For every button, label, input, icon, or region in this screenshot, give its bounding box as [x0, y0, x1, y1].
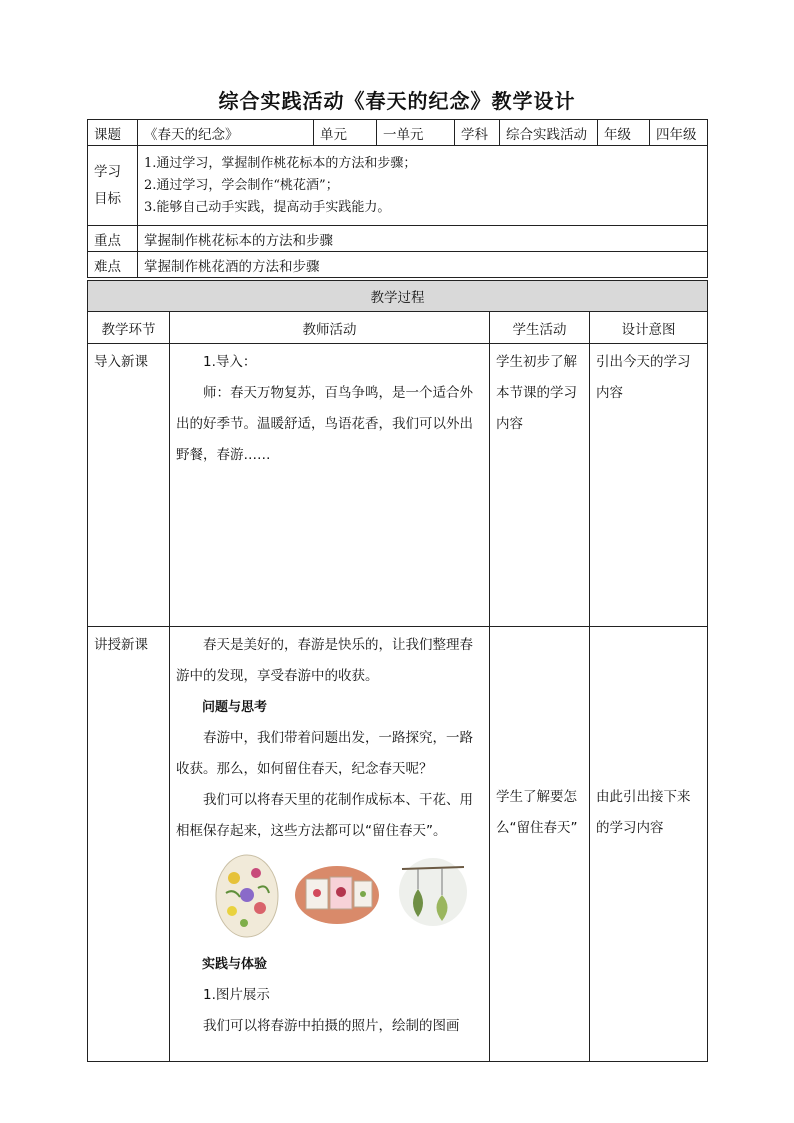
pressed-flower-oval-image — [214, 853, 280, 939]
student-activity-cell — [490, 344, 590, 627]
teacher-paragraph: 春天是美好的，春游是快乐的，让我们整理春游中的发现，享受春游中的收获。 — [176, 637, 473, 684]
goal-item: 1.通过学习，掌握制作桃花标本的方法和步骤； — [144, 155, 417, 171]
teacher-paragraph: 春游中，我们带着问题出发，一路探究，一路收获。那么，如何留住春天，纪念春天呢？ — [176, 730, 473, 777]
process-header: 教学过程 — [88, 281, 708, 312]
grade-label: 年级 — [598, 120, 650, 146]
student-activity-cell — [490, 627, 590, 1062]
subject-label: 学科 — [455, 120, 500, 146]
design-intent-text: 由此引出接下来的学习内容 — [596, 789, 691, 836]
goals-label-line-2: 目标 — [94, 190, 121, 207]
column-header-intent: 设计意图 — [590, 312, 708, 344]
teacher-paragraph: 我们可以将春天里的花制作成标本、干花、用相框保存起来，这些方法都可以“留住春天”。 — [176, 792, 473, 839]
student-activity-text: 学生初步了解本节课的学习内容 — [496, 354, 577, 432]
column-header-teacher: 教师活动 — [170, 312, 490, 344]
goals-label-line-1: 学习 — [94, 163, 121, 180]
goal-item: 3.能够自己动手实践，提高动手实践能力。 — [144, 199, 391, 215]
teacher-paragraph: 师：春天万物复苏，百鸟争鸣，是一个适合外出的好季节。温暖舒适，鸟语花香，我们可以外出野餐，春游…… — [176, 385, 473, 463]
design-intent-cell — [590, 344, 708, 627]
grade-value: 四年级 — [650, 120, 708, 146]
document-title: 综合实践活动《春天的纪念》教学设计 — [218, 89, 576, 113]
goals-label — [88, 146, 138, 226]
goal-item: 2.通过学习，学会制作“桃花酒”； — [144, 177, 339, 193]
stage-cell — [88, 344, 170, 627]
unit-label: 单元 — [314, 120, 377, 146]
teacher-activity-cell — [170, 344, 490, 627]
unit-value: 一单元 — [377, 120, 455, 146]
framed-flowers-image — [294, 865, 380, 925]
subject-value: 综合实践活动 — [500, 120, 598, 146]
goals-list — [138, 146, 708, 226]
photo-strip — [176, 853, 483, 943]
process-table — [87, 280, 708, 1062]
stage-label: 导入新课 — [94, 354, 148, 370]
student-activity-text: 学生了解要怎么“留住春天” — [496, 789, 578, 836]
topic-label: 课题 — [88, 120, 138, 146]
difficulty-label: 难点 — [88, 252, 138, 278]
section-heading: 问题与思考 — [202, 700, 268, 715]
topic-value: 《春天的纪念》 — [138, 120, 314, 146]
column-header-student: 学生活动 — [490, 312, 590, 344]
teacher-paragraph: 1.导入： — [203, 354, 257, 370]
difficulty-value: 掌握制作桃花酒的方法和步骤 — [138, 252, 708, 278]
key-value: 掌握制作桃花标本的方法和步骤 — [138, 226, 708, 252]
section-heading: 实践与体验 — [202, 957, 268, 972]
teacher-activity-cell — [170, 627, 490, 1062]
hanging-leaves-image — [398, 855, 468, 929]
stage-label: 讲授新课 — [94, 637, 148, 653]
key-label: 重点 — [88, 226, 138, 252]
teacher-paragraph: 1.图片展示 — [203, 987, 270, 1003]
stage-cell — [88, 627, 170, 1062]
info-table — [87, 119, 708, 278]
column-header-stage: 教学环节 — [88, 312, 170, 344]
teacher-paragraph: 我们可以将春游中拍摄的照片，绘制的图画 — [203, 1018, 460, 1034]
design-intent-text: 引出今天的学习内容 — [596, 354, 691, 401]
design-intent-cell — [590, 627, 708, 1062]
